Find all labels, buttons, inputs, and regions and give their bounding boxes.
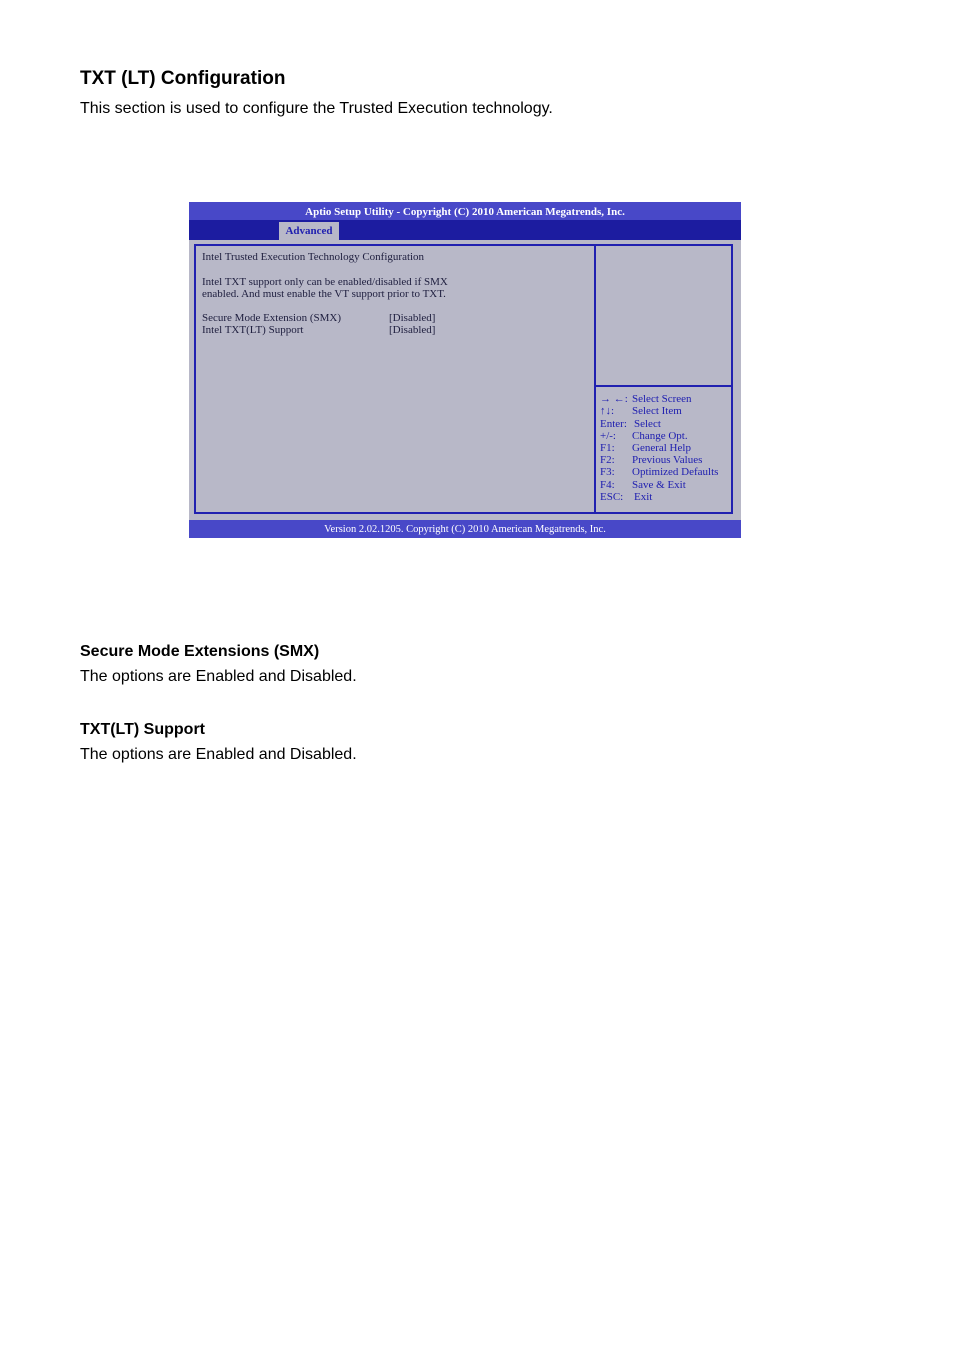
help-desc: Exit xyxy=(634,491,653,503)
help-key: F2: xyxy=(600,454,615,466)
help-key: F1: xyxy=(600,442,615,454)
bios-title-bar: Aptio Setup Utility - Copyright (C) 2010 American Megatrends, Inc. xyxy=(189,202,741,220)
section-heading-smx: Secure Mode Extensions (SMX) xyxy=(80,643,320,660)
help-desc: General Help xyxy=(632,442,691,454)
bios-note-line2: enabled. And must enable the VT support prior to TXT. xyxy=(202,288,446,300)
bios-help-divider xyxy=(596,385,733,387)
help-desc: Select xyxy=(634,418,661,430)
setting-smx-value[interactable]: [Disabled] xyxy=(389,312,436,324)
bios-footer-bar: Version 2.02.1205. Copyright (C) 2010 American Megatrends, Inc. xyxy=(189,520,741,538)
section-body-txt: The options are Enabled and Disabled. xyxy=(80,746,357,763)
bios-tab-bar xyxy=(189,220,741,240)
help-desc: Save & Exit xyxy=(632,479,686,491)
bios-screenshot xyxy=(189,202,741,538)
bios-note-line1: Intel TXT support only can be enabled/disabled if SMX xyxy=(202,276,448,288)
setting-smx-label[interactable]: Secure Mode Extension (SMX) xyxy=(202,312,342,324)
section-body-smx: The options are Enabled and Disabled. xyxy=(80,668,357,685)
setting-txt-value[interactable]: [Disabled] xyxy=(389,324,436,336)
help-key: F3: xyxy=(600,466,615,478)
help-key: F4: xyxy=(600,479,615,491)
setting-txt-label[interactable]: Intel TXT(LT) Support xyxy=(202,324,304,336)
section-heading-txt: TXT(LT) Support xyxy=(80,721,205,738)
help-key: → ←: xyxy=(600,393,628,405)
help-key: +/-: xyxy=(600,430,616,442)
bios-section-heading: Intel Trusted Execution Technology Configuration xyxy=(202,251,425,263)
help-key: Enter: xyxy=(600,418,627,430)
bios-main-frame xyxy=(194,244,733,514)
help-desc: Change Opt. xyxy=(632,430,688,442)
help-desc: Select Item xyxy=(632,405,682,417)
help-desc: Previous Values xyxy=(632,454,703,466)
tab-advanced[interactable]: Advanced xyxy=(279,222,339,240)
help-key: ↑↓: xyxy=(600,405,615,417)
page-title: TXT (LT) Configuration xyxy=(80,68,286,89)
help-key: ESC: xyxy=(600,491,624,503)
intro-text: This section is used to configure the Trusted Execution technology. xyxy=(80,100,553,117)
bios-vertical-divider xyxy=(594,246,596,512)
help-desc: Select Screen xyxy=(632,393,692,405)
help-desc: Optimized Defaults xyxy=(632,466,719,478)
